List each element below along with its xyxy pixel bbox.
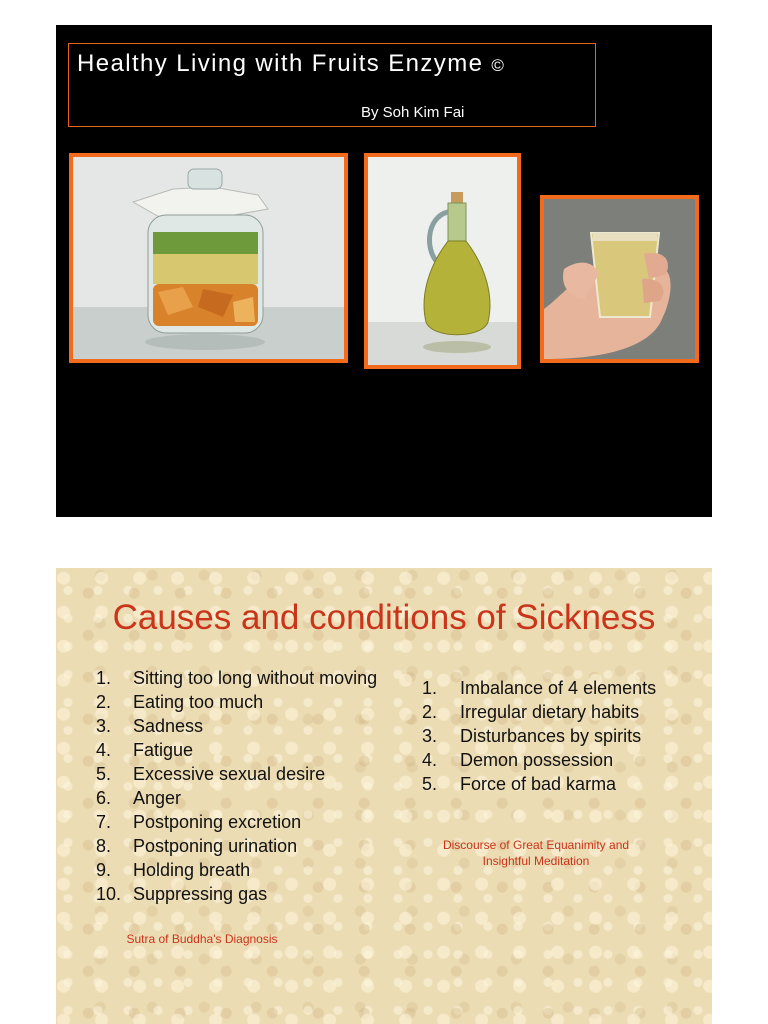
copyright-symbol: © (491, 56, 506, 75)
title-slide (56, 25, 712, 517)
slide-title-text: Healthy Living with Fruits Enzyme (77, 50, 484, 77)
shot-glass-photo (540, 195, 699, 363)
causes-slide: Causes and conditions of Sickness 1. Sitting too long without moving 2. Eating too much 3. Sadness 4. Fatigue 5. Excessive sexual desire 6. Anger 7. Postponing excretion 8. Postponing urination 9. Holding breath 10. Suppressing gas 1. Imbalance of 4 elements 2. Irregular dietary habits 3. Disturbances by spirits 4. Demon possession 5. Force of bad karma Discourse of Great Equanimity and Insightful Meditation Sutra of Buddha's Diagnosis (56, 568, 712, 1024)
discourse-source (422, 837, 650, 869)
title-box (68, 43, 596, 127)
enzyme-bottle-photo (364, 153, 521, 369)
author-byline: By Soh Kim Fai (361, 104, 465, 121)
slide-heading: Causes and conditions of Sickness (112, 598, 656, 637)
fruit-jar-photo (69, 153, 348, 363)
sutra-source: Sutra of Buddha's Diagnosis (126, 932, 278, 946)
discourse-source-line1: Discourse of Great Equanimity and (442, 838, 630, 852)
slide-title (77, 50, 505, 78)
discourse-source-line2: Insightful Meditation (482, 854, 590, 868)
